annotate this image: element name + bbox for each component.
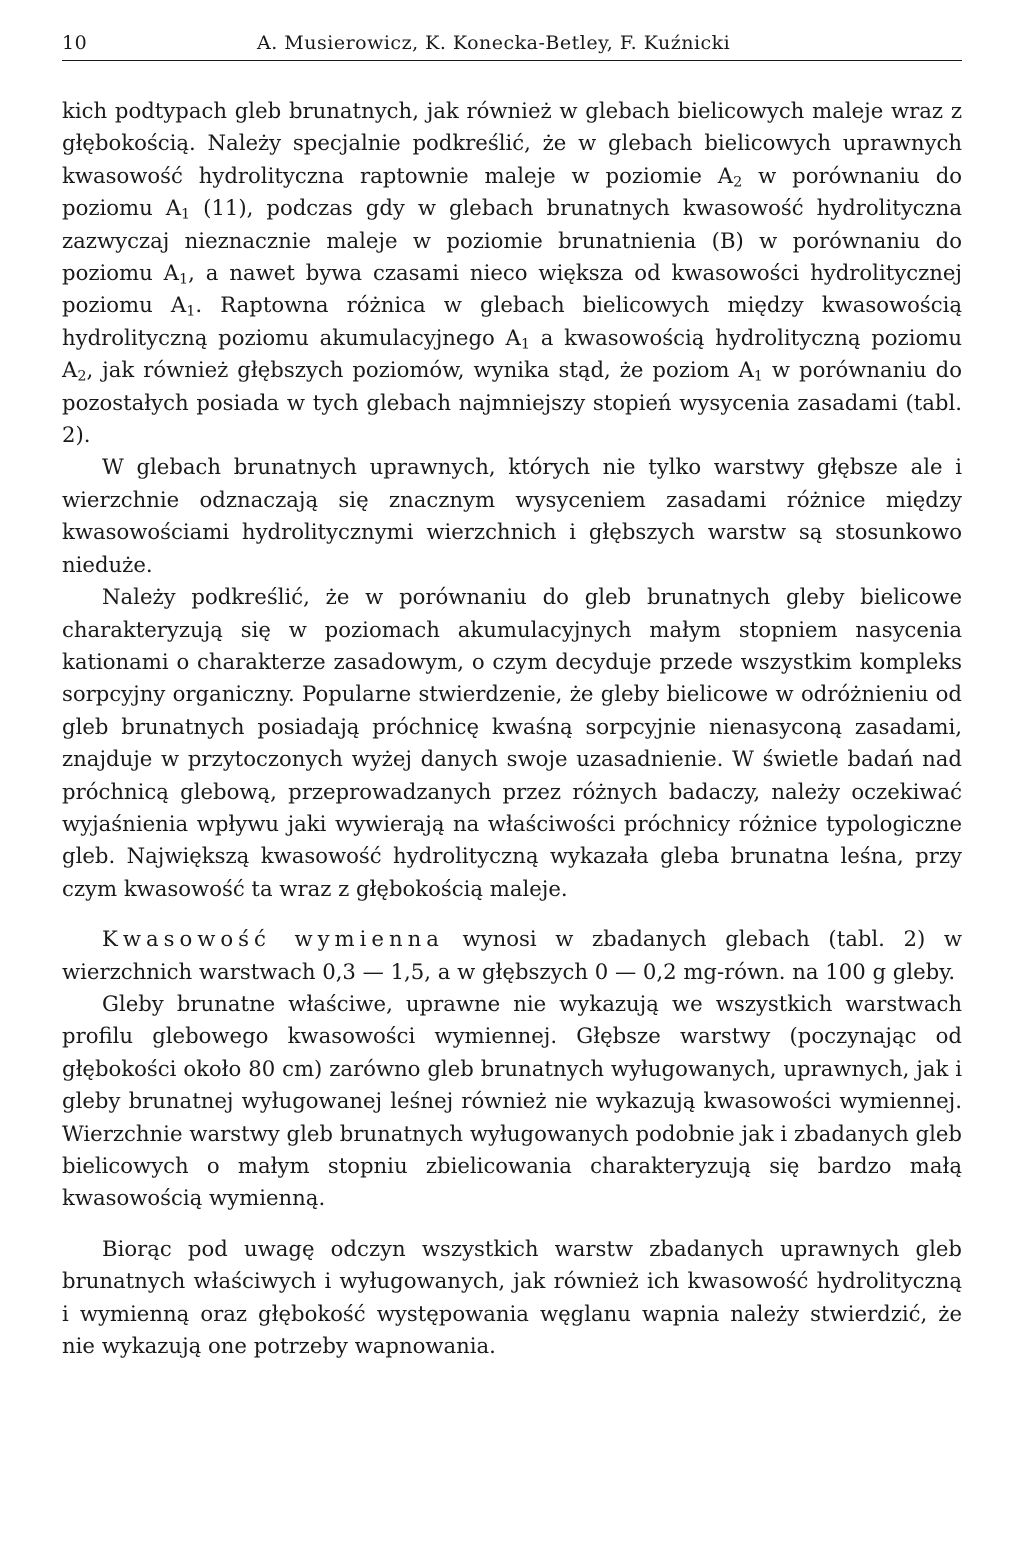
page-number: 10 xyxy=(62,32,88,54)
page xyxy=(62,28,962,1362)
paragraph-1: kich podtypach gleb brunatnych, jak również w glebach bielicowych maleje wraz z głębokością. Należy specjalnie podkreślić, że w glebach bielicowych uprawnych kwasowość hydrolityczna raptownie maleje w poziomie $A_2$ w porównaniu do poziomu $A_1$ (11), podczas gdy w glebach brunatnych kwasowość hydrolityczna zazwyczaj nieznacznie maleje w poziomie brunatnienia (B) w porównaniu do poziomu $A_1$, a nawet bywa czasami nieco większa od kwasowości hydrolitycznej poziomu $A_1$. Raptowna różnica w glebach bielicowych między kwasowością hydrolityczną poziomu akumulacyjnego $A_1$ a kwasowością hydrolityczną poziomu $A_2$, jak również głębszych poziomów, wynika stąd, że poziom $A_1$ w porównaniu do pozostałych posiada w tych glebach najmniejszy stopień wysycenia zasadami (tabl. 2). xyxy=(62,98,963,448)
running-head xyxy=(62,28,962,61)
paragraph-6: Biorąc pod uwagę odczyn wszystkich warstw zbadanych uprawnych gleb brunatnych właściwych i wyługowanych, jak również ich kwasowość hydrolityczną i wymienną oraz głębokość występowania węglanu wapnia należy stwierdzić, że nie wykazują one potrzeby wapnowania. xyxy=(62,1235,962,1359)
paragraph-4: Kwasowość wymienna wynosi w zbadanych glebach (tabl. 2) w wierzchnich warstwach 0,3 — 1,5, a w głębszych 0 — 0,2 mg-równ. na 100 g gleby. xyxy=(62,926,962,984)
spaced-term: Kwasowość wymienna xyxy=(102,926,444,952)
paragraph-5: Gleby brunatne właściwe, uprawne nie wykazują we wszystkich warstwach profilu glebowego kwasowości wymiennej. Głębsze warstwy (poczynając od głębokości około 80 cm) zarówno gleb brunatnych wyługowanych, uprawnych, jak i gleby brunatnej wyługowanej leśnej również nie wykazują kwasowości wymiennej. Wierzchnie warstwy gleb brunatnych wyługowanych podobnie jak i zbadanych gleb bielicowych o małym stopniu zbielicowania charakteryzują się bardzo małą kwasowością wymienną. xyxy=(62,990,962,1211)
paragraph-3: Należy podkreślić, że w porównaniu do gleb brunatnych gleby bielicowe charakteryzują się w poziomach akumulacyjnych małym stopniem nasycenia kationami o charakterze zasadowym, o czym decyduje przede wszystkim kompleks sorpcyjny organiczny. Popularne stwierdzenie, że gleby bielicowe w odróżnieniu od gleb brunatnych posiadają próchnicę kwaśną sorpcyjnie nienasyconą zasadami, znajduje w przytoczonych wyżej danych swoje uzasadnienie. W świetle badań nad próchnicą glebową, przeprowadzanych przez różnych badaczy, należy oczekiwać wyjaśnienia wpływu jaki wywierają na właściwości próchnicy różnice typologiczne gleb. Największą kwasowość hydrolityczną wykazała gleba brunatna leśna, przy czym kwasowość ta wraz z głębokością maleje. xyxy=(62,584,962,901)
paragraph-2: W glebach brunatnych uprawnych, których nie tylko warstwy głębsze ale i wierzchnie odznaczają się znacznym wysyceniem zasadami różnice między kwasowościami hydrolitycznymi wierzchnich i głębszych warstw są stosunkowo nieduże. xyxy=(62,454,962,577)
running-head-authors: A. Musierowicz, K. Konecka-Betley, F. Kuźnicki xyxy=(257,32,731,54)
body-text xyxy=(62,95,962,1362)
